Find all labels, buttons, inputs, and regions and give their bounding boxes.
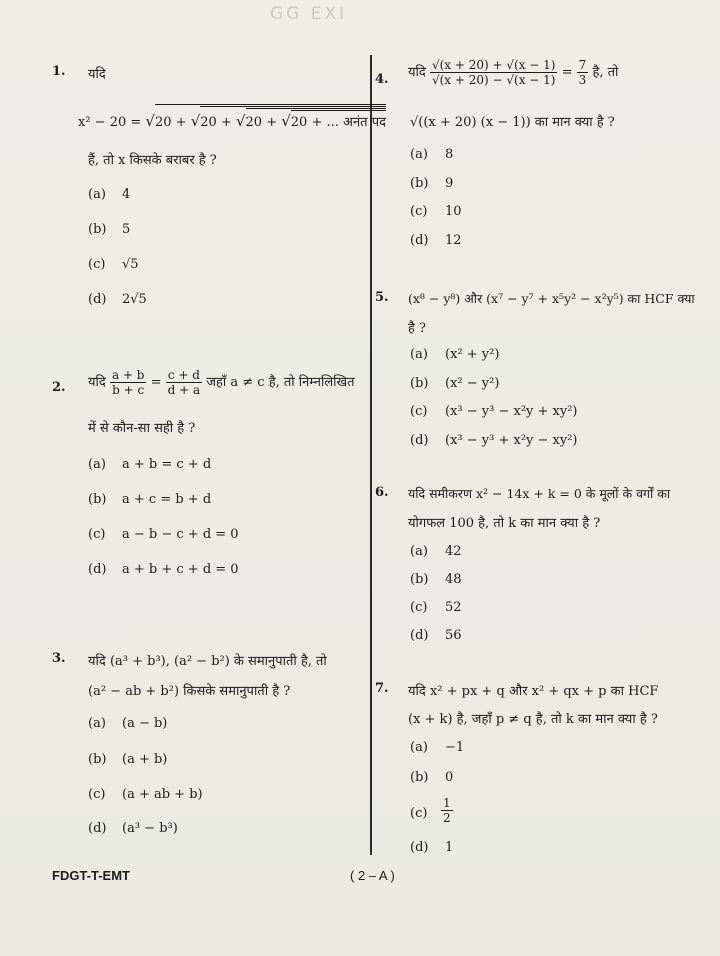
option-value: 5 (122, 222, 131, 237)
option-value: 10 (445, 204, 462, 219)
option-value: a − b − c + d = 0 (122, 527, 239, 542)
option-label: (c) (88, 787, 106, 802)
question-text: में से कौन-सा सही है ? (88, 421, 196, 436)
option-label: (c) (410, 600, 428, 615)
option-label: (a) (88, 716, 106, 731)
option-label: (d) (88, 562, 107, 577)
option-label: (d) (410, 628, 429, 643)
option-value: 1 (445, 840, 454, 855)
question-text: √((x + 20) (x − 1)) का मान क्या है ? (410, 115, 615, 130)
page-number: ( 2 – A ) (350, 868, 395, 883)
question-expression: x² − 20 = √20 + √20 + √20 + √20 + ... अनंत पद (78, 104, 386, 130)
option-value: (x² − y²) (445, 376, 500, 391)
option-value: 0 (445, 770, 454, 785)
option-value: −1 (445, 740, 465, 755)
option-label: (c) (410, 806, 428, 821)
question-text: यदि समीकरण x² − 14x + k = 0 के मूलों के वर्गों का (408, 486, 671, 501)
option-value: (a³ − b³) (122, 821, 178, 836)
option-value: a + b = c + d (122, 457, 212, 472)
question-number: 7. (375, 681, 389, 696)
question-number: 2. (52, 380, 66, 395)
question-number: 1. (52, 64, 66, 79)
option-label: (b) (88, 752, 107, 767)
option-label: (a) (410, 347, 428, 362)
option-value: $\frac{1}{2}$ (443, 796, 451, 825)
question-number: 6. (375, 485, 389, 500)
question-intro: यदि (88, 67, 106, 82)
question-text: (a² − ab + b²) किसके समानुपाती है ? (88, 684, 291, 699)
option-label: (c) (410, 204, 428, 219)
option-label: (d) (410, 840, 429, 855)
option-label: (b) (88, 492, 107, 507)
option-label: (c) (88, 257, 106, 272)
option-label: (a) (88, 457, 106, 472)
option-label: (b) (410, 376, 429, 391)
option-value: 9 (445, 176, 454, 191)
question-number: 5. (375, 290, 389, 305)
option-value: a + b + c + d = 0 (122, 562, 239, 577)
option-value: (x³ − y³ − x²y + xy²) (445, 404, 578, 419)
option-value: (x³ − y³ + x²y − xy²) (445, 433, 578, 448)
option-label: (b) (88, 222, 107, 237)
option-label: (a) (410, 740, 428, 755)
option-value: 52 (445, 600, 462, 615)
option-value: (a − b) (122, 716, 168, 731)
option-value: (a + b) (122, 752, 168, 767)
option-label: (b) (410, 572, 429, 587)
question-text: योगफल 100 है, तो k का मान क्या है ? (408, 516, 601, 531)
option-value: 4 (122, 187, 131, 202)
option-label: (c) (88, 527, 106, 542)
option-value: (x² + y²) (445, 347, 500, 362)
question-number: 4. (375, 72, 389, 87)
question-text: है ? (408, 321, 427, 336)
option-label: (a) (410, 147, 428, 162)
option-value: 2√5 (122, 292, 147, 307)
option-label: (d) (88, 292, 107, 307)
option-label: (a) (88, 187, 106, 202)
option-value: (a + ab + b) (122, 787, 203, 802)
column-divider (370, 55, 372, 855)
question-text: यदि (a³ + b³), (a² − b²) के समानुपाती है, तो (88, 654, 327, 669)
option-label: (a) (410, 544, 428, 559)
option-value: 48 (445, 572, 462, 587)
option-value: 56 (445, 628, 462, 643)
question-text: (x + k) है, जहाँ p ≠ q है, तो k का मान क्या है ? (408, 712, 658, 727)
option-label: (b) (410, 770, 429, 785)
paper-code: FDGT-T-EMT (52, 868, 130, 883)
option-label: (d) (88, 821, 107, 836)
question-expression: यदि $\frac{a + b}{b + c}$ = $\frac{c + d}{d + a}$ जहाँ a ≠ c है, तो निम्नलिखित (88, 368, 355, 397)
header-smudge: GG EXI (270, 4, 348, 24)
question-text: हैं, तो x किसके बराबर है ? (88, 153, 217, 168)
option-label: (d) (410, 233, 429, 248)
question-number: 3. (52, 651, 66, 666)
option-label: (b) (410, 176, 429, 191)
option-value: 8 (445, 147, 454, 162)
question-text: (x⁸ − y⁸) और (x⁷ − y⁷ + x⁵y² − x²y⁵) का HCF क्या (408, 291, 695, 306)
option-value: 42 (445, 544, 462, 559)
option-label: (c) (410, 404, 428, 419)
question-text: यदि x² + px + q और x² + qx + p का HCF (408, 684, 659, 699)
option-label: (d) (410, 433, 429, 448)
option-value: 12 (445, 233, 462, 248)
question-expression: यदि $\frac{√(x + 20) + √(x - 1)}{√(x + 20) - √(x - 1)}$ = $\frac{7}{3}$ है, तो (408, 58, 619, 87)
option-value: a + c = b + d (122, 492, 212, 507)
option-value: √5 (122, 257, 139, 272)
